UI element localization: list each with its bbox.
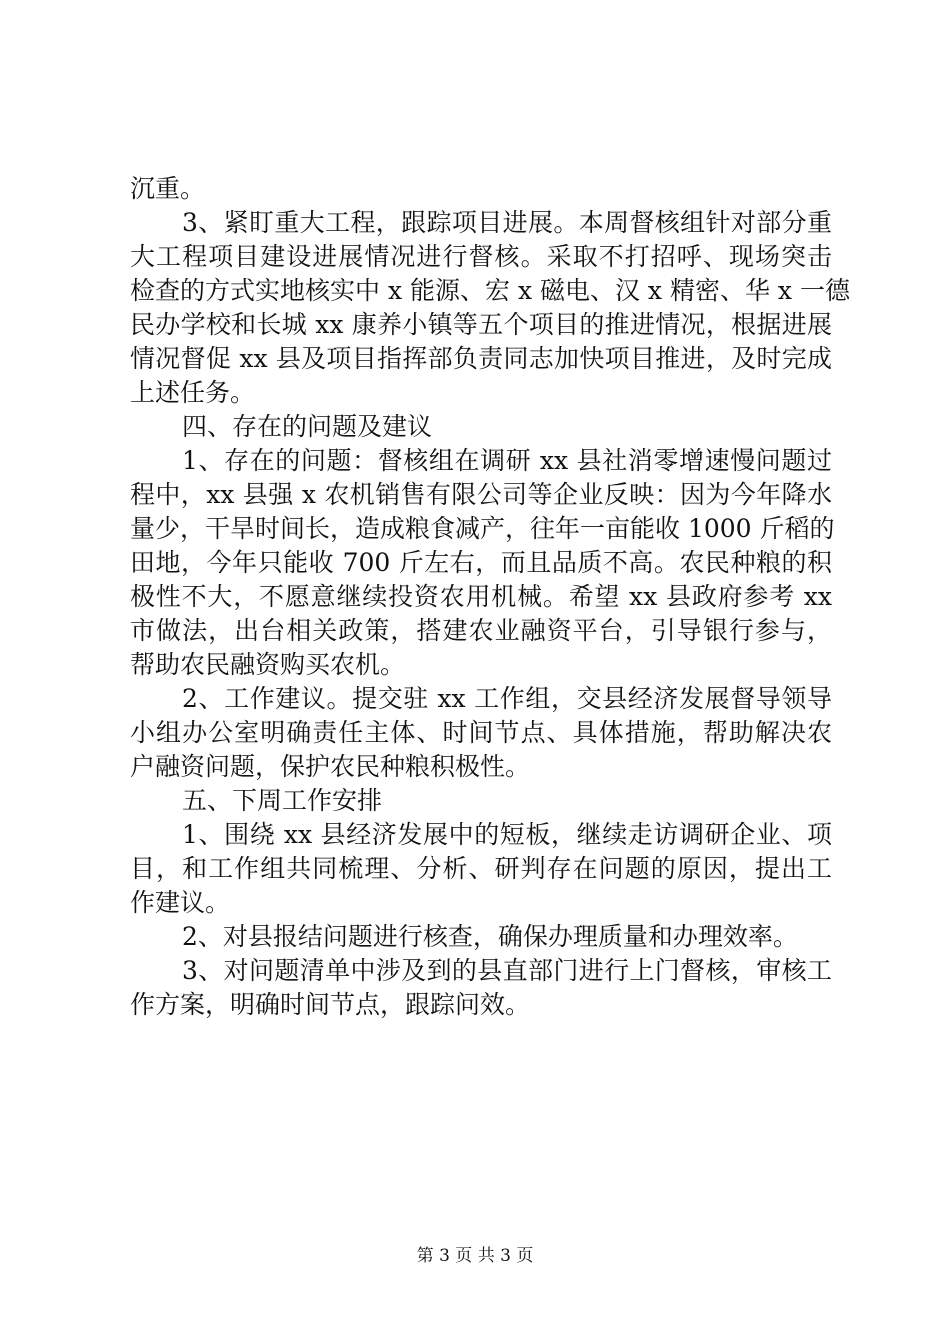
text-line: 程中，xx 县强 x 农机销售有限公司等企业反映：因为今年降水 — [130, 480, 832, 509]
text-line: 户融资问题，保护农民种粮积极性。 — [130, 752, 531, 781]
text-line: 作方案，明确时间节点，跟踪问效。 — [130, 990, 531, 1019]
text-line: 沉重。 — [130, 174, 206, 203]
text-line: 检查的方式实地核实中 x 能源、宏 x 磁电、汉 x 精密、华 x 一德 — [130, 276, 850, 305]
text-line: 小组办公室明确责任主体、时间节点、具体措施，帮助解决农 — [130, 718, 832, 747]
text-line: 2、工作建议。提交驻 xx 工作组，交县经济发展督导领导 — [182, 684, 832, 713]
text-line: 上述任务。 — [130, 378, 256, 407]
text-line: 极性不大，不愿意继续投资农用机械。希望 xx 县政府参考 xx — [130, 582, 832, 611]
text-line: 作建议。 — [130, 888, 231, 917]
text-line: 3、紧盯重大工程，跟踪项目进展。本周督核组针对部分重 — [182, 208, 832, 237]
text-line: 1、围绕 xx 县经济发展中的短板，继续走访调研企业、项 — [182, 820, 832, 849]
page-footer: 第 3 页 共 3 页 — [416, 1246, 534, 1266]
text-line: 目，和工作组共同梳理、分析、研判存在问题的原因，提出工 — [130, 854, 832, 883]
text-line: 大工程项目建设进展情况进行督核。采取不打招呼、现场突击 — [130, 242, 832, 271]
document-body — [130, 172, 850, 1022]
text-line: 量少，干旱时间长，造成粮食减产，往年一亩能收 1000 斤稻的 — [130, 514, 835, 543]
text-line: 民办学校和长城 xx 康养小镇等五个项目的推进情况，根据进展 — [130, 310, 832, 339]
text-line: 市做法，出台相关政策，搭建农业融资平台，引导银行参与， — [130, 616, 832, 645]
text-line: 帮助农民融资购买农机。 — [130, 650, 406, 679]
text-line: 3、对问题清单中涉及到的县直部门进行上门督核，审核工 — [182, 956, 832, 985]
section-heading: 五、下周工作安排 — [182, 786, 383, 815]
text-line: 情况督促 xx 县及项目指挥部负责同志加快项目推进，及时完成 — [130, 344, 832, 373]
text-line: 1、存在的问题：督核组在调研 xx 县社消零增速慢问题过 — [182, 446, 832, 475]
section-heading: 四、存在的问题及建议 — [182, 412, 433, 441]
text-line: 田地，今年只能收 700 斤左右，而且品质不高。农民种粮的积 — [130, 548, 832, 577]
text-line: 2、对县报结问题进行核查，确保办理质量和办理效率。 — [182, 922, 798, 951]
